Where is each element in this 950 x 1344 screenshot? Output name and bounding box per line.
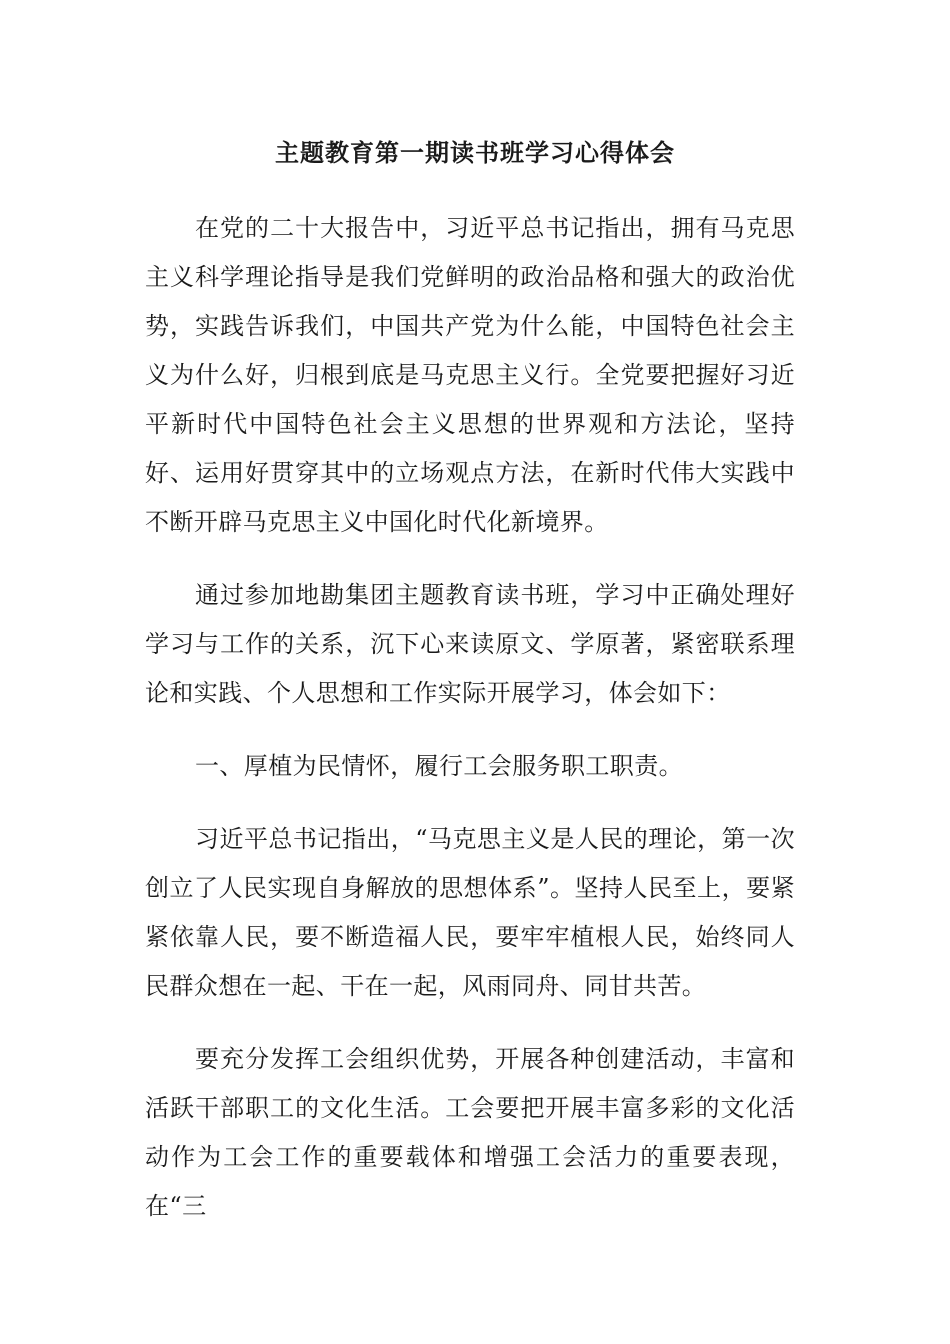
paragraph-study-overview: 通过参加地勘集团主题教育读书班，学习中正确处理好学习与工作的关系，沉下心来读原文、学原著，紧密联系理论和实践、个人思想和工作实际开展学习，体会如下： [145,581,795,707]
paragraph-people-first: 习近平总书记指出，“马克思主义是人民的理论，第一次创立了人民实现自身解放的思想体系”。坚持人民至上，要紧紧依靠人民，要不断造福人民，要牢牢植根人民，始终同人民群众想在一起、干在一起，风雨同舟、同甘共苦。 [145,825,795,1000]
section-heading-one: 一、厚植为民情怀，履行工会服务职工职责。 [195,752,683,780]
document-body [145,204,795,1255]
document-title: 主题教育第一期读书班学习心得体会 [275,138,675,167]
paragraph-union-activities: 要充分发挥工会组织优势，开展各种创建活动，丰富和活跃干部职工的文化生活。工会要把开展丰富多彩的文化活动作为工会工作的重要载体和增强工会活力的重要表现，在“三 [145,1045,795,1220]
paragraph-intro: 在党的二十大报告中，习近平总书记指出，拥有马克思主义科学理论指导是我们党鲜明的政治品格和强大的政治优势，实践告诉我们，中国共产党为什么能，中国特色社会主义为什么好，归根到底是马克思主义行。全党要把握好习近平新时代中国特色社会主义思想的世界观和方法论，坚持好、运用好贯穿其中的立场观点方法，在新时代伟大实践中不断开辟马克思主义中国化时代化新境界。 [145,214,795,536]
